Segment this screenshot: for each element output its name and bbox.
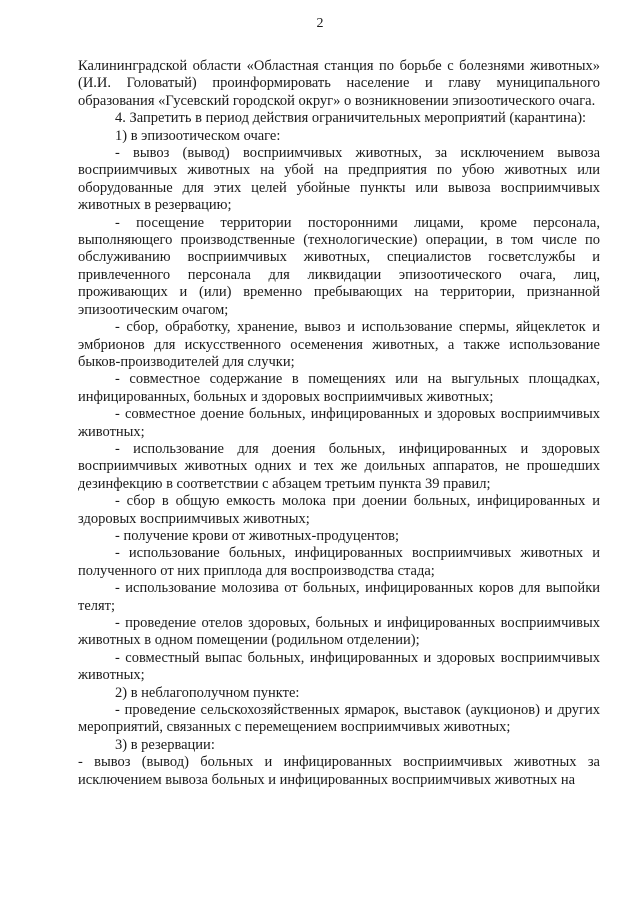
paragraph: 3) в резервации: <box>115 736 215 753</box>
paragraph: - вывоз (вывод) восприимчивых животных, за исключением вывоза восприимчивых животных на убой на предприятия по убою животных или оборудованные для этих целей убойные пункты или вывоза восприимчивых животных в резервацию; <box>78 145 600 214</box>
paragraph: - проведение отелов здоровых, больных и инфицированных восприимчивых животных в одном помещении (родильном отделении); <box>78 615 600 649</box>
paragraph: - использование для доения больных, инфицированных и здоровых восприимчивых животных одних и тех же доильных аппаратов, не прошедших дезинфекцию в соответствии с абзацем третьим пункта 39 правил; <box>78 440 600 492</box>
paragraph: - использование больных, инфицированных восприимчивых животных и полученного от них приплода для воспроизводства стада; <box>78 545 600 579</box>
paragraph: 4. Запретить в период действия ограничительных мероприятий (карантина): <box>115 110 587 127</box>
page-number: 2 <box>316 16 324 31</box>
paragraph: - проведение сельскохозяйственных ярмарок, выставок (аукционов) и других мероприятий, связанных с перемещением восприимчивых животных; <box>78 702 600 736</box>
paragraph: - получение крови от животных-продуцентов; <box>115 527 400 544</box>
paragraph: Калининградской области «Областная станция по борьбе с болезнями животных» (И.И. Головатый) проинформировать население и главу муниципального образования «Гусевский городской округ» о возникновении эпизоотического очага. <box>78 58 600 109</box>
paragraph: - вывоз (вывод) больных и инфицированных восприимчивых животных за исключением вывоза больных и инфицированных восприимчивых животных на <box>78 754 600 788</box>
paragraph: - совместное доение больных, инфицированных и здоровых восприимчивых животных; <box>78 406 600 440</box>
paragraph: - совместный выпас больных, инфицированных и здоровых восприимчивых животных; <box>78 649 600 684</box>
paragraph: - совместное содержание в помещениях или на выгульных площадках, инфицированных, больных и здоровых восприимчивых животных; <box>78 371 600 405</box>
paragraph: 2) в неблагополучном пункте: <box>115 684 300 701</box>
document-body <box>78 58 600 789</box>
paragraph: - сбор, обработку, хранение, вывоз и использование спермы, яйцеклеток и эмбрионов для искусственного осеменения животных, а также использование быков-производителей для случки; <box>78 319 600 370</box>
paragraph: - посещение территории посторонними лицами, кроме персонала, выполняющего производственные (технологические) операции, в том числе по обслуживанию восприимчивых животных, специалистов госветслужбы и привлеченного персонала для ликвидации эпизоотического очага, лиц, проживающих и (или) временно пребывающих на территории, признанной эпизоотическим очагом; <box>78 214 600 318</box>
paragraph: - сбор в общую емкость молока при доении больных, инфицированных и здоровых восприимчивых животных; <box>78 493 600 527</box>
paragraph: - использование молозива от больных, инфицированных коров для выпойки телят; <box>78 580 600 614</box>
paragraph: 1) в эпизоотическом очаге: <box>115 127 281 144</box>
